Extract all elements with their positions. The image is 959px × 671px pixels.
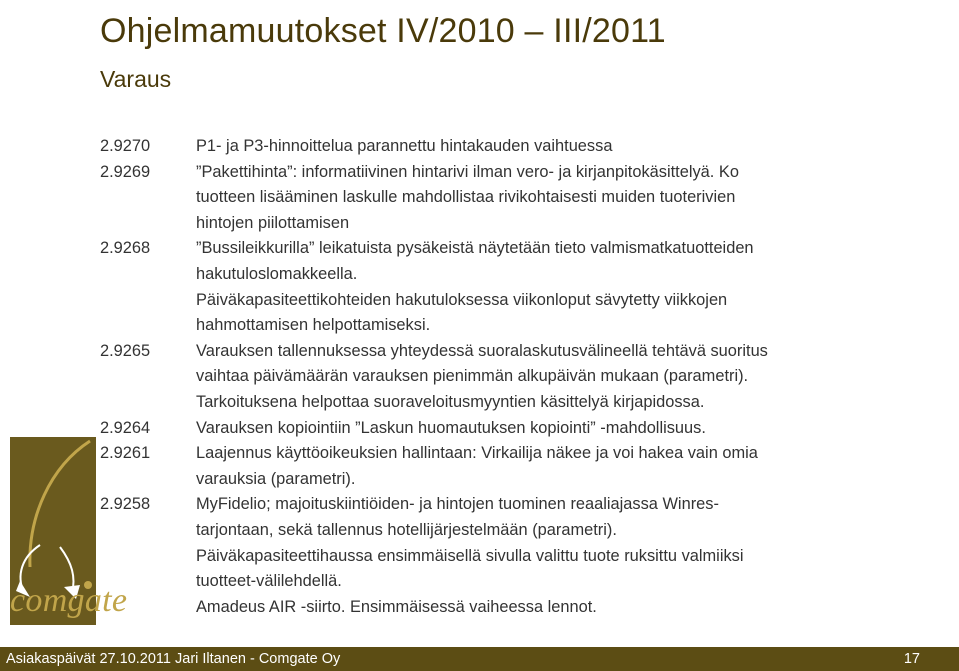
changelog-entry <box>100 441 940 492</box>
entry-text: ”Pakettihinta”: informatiivinen hintarivi ilman vero- ja kirjanpitokäsittelyä. Ko tuotteen lisääminen laskulle mahdollistaa rivikohtaisesti muiden tuoterivien hintojen piilottamisen <box>196 162 739 232</box>
changelog-entry <box>100 492 940 620</box>
entry-code: 2.9264 <box>100 418 151 437</box>
entry-code: 2.9265 <box>100 341 151 360</box>
entry-code: 2.9258 <box>100 495 151 514</box>
footer-text: Asiakaspäivät 27.10.2011 Jari Iltanen - Comgate Oy <box>6 651 341 667</box>
changelog-entry <box>100 236 940 338</box>
changelog-entry <box>100 339 940 416</box>
entry-text: MyFidelio; majoituskiintiöiden- ja hintojen tuominen reaaliajassa Winres- tarjontaan, sekä tallennus hotellijärjestelmään (parametri). Päiväkapasiteettihaussa ensimmäisellä sivulla valittu tuote ruksittu valmiiksi tuotteet-välilehdellä. Amadeus AIR -siirto. Ensimmäisessä vaiheessa lennot. <box>196 495 744 616</box>
entry-text: ”Bussileikkurilla” leikatuista pysäkeistä näytetään tieto valmismatkatuotteiden hakutuloslomakkeella. Päiväkapasiteettikohteiden hakutuloksessa viikonloput sävytetty viikkojen hahmottamisen helpottamiseksi. <box>196 239 754 335</box>
entry-code: 2.9268 <box>100 239 151 258</box>
entry-text: Varauksen tallennuksessa yhteydessä suoralaskutusvälineellä tehtävä suoritus vaihtaa päivämäärän varauksen pienimmän alkupäivän mukaan (parametri). Tarkoituksena helpottaa suoraveloitusmyyntien käsittelyä kirjapidossa. <box>196 341 768 411</box>
logo-wordmark: comgate <box>10 582 128 619</box>
changelog-list <box>100 134 940 620</box>
entry-code: 2.9269 <box>100 162 151 181</box>
changelog-entry <box>100 160 940 237</box>
footer-bar <box>0 647 959 671</box>
slide-title: Ohjelmamuutokset IV/2010 – III/2011 <box>100 12 666 50</box>
entry-text: Varauksen kopiointiin ”Laskun huomautuksen kopiointi” -mahdollisuus. <box>196 418 706 437</box>
entry-text: Laajennus käyttöoikeuksien hallintaan: Virkailija näkee ja voi hakea vain omia varauksia (parametri). <box>196 444 758 488</box>
entry-text: P1- ja P3-hinnoittelua parannettu hintakauden vaihtuessa <box>196 137 613 155</box>
page-number: 17 <box>903 651 920 667</box>
entry-code: 2.9270 <box>100 137 151 155</box>
changelog-entry <box>100 134 940 160</box>
slide-subtitle: Varaus <box>100 66 172 92</box>
changelog-entry <box>100 416 940 442</box>
entry-code: 2.9261 <box>100 444 151 463</box>
